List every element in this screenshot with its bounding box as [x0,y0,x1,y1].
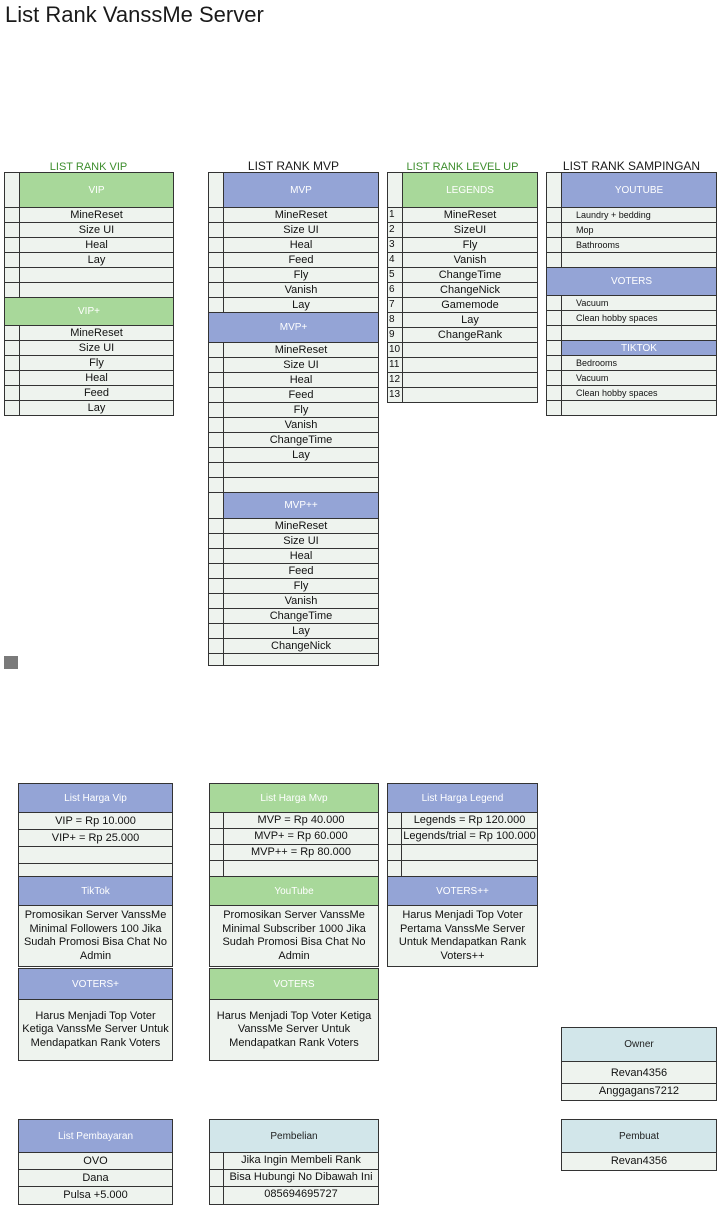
mvp-plus-header: MVP+ [209,313,379,342]
list-item: VIP+ = Rp 25.000 [19,830,172,847]
table-cell: MineReset [20,208,174,222]
table-row [547,356,717,371]
table-row [209,208,379,223]
table-row [5,283,174,298]
row-number: 5 [388,268,403,282]
page-title: List Rank VanssMe Server [5,2,264,27]
table-cell [562,253,717,267]
list-item: Dana [19,1170,172,1187]
table-cell: Lay [224,448,379,462]
table-row [388,298,538,313]
owner-table [561,1027,717,1101]
row-number: 8 [388,313,403,327]
table-row [388,268,538,283]
requirement-voters-plus-header: VOTERS+ [19,969,172,1000]
table-cell: Bedrooms [562,356,717,370]
vip-section-label: LIST RANK VIP [49,161,128,173]
table-cell: Size UI [224,534,379,548]
requirement-voters-plus-plus-text: Harus Menjadi Top Voter Pertama VanssMe Server Untuk Mendapatkan Rank Voters++ [388,906,537,966]
list-item [210,829,378,845]
table-row [5,371,174,386]
vip-plus-header-row [5,298,174,326]
requirement-voters-header: VOTERS [210,969,378,1000]
table-cell: Size UI [20,223,174,237]
table-cell: Bathrooms [562,238,717,252]
table-cell: Gamemode [403,298,538,312]
table-cell: ChangeRank [403,328,538,342]
list-item [210,1170,378,1187]
row-number: 12 [388,373,403,387]
mvp-plus-plus-header: MVP++ [224,493,379,518]
row-number: 2 [388,223,403,237]
payment-table [18,1119,173,1205]
table-cell [224,463,379,477]
table-row [5,268,174,283]
table-cell: Lay [224,298,379,312]
table-row [209,579,379,594]
table-row [388,223,538,238]
payment-header: List Pembayaran [19,1120,172,1153]
table-cell: Heal [20,371,174,385]
side-section-label: LIST RANK SAMPINGAN [562,159,701,173]
table-row [388,238,538,253]
creator-header: Pembuat [562,1120,716,1153]
table-cell: Feed [224,564,379,578]
side-rank-table [546,172,717,416]
table-row [5,401,174,416]
table-row [547,296,717,311]
list-item-text: Bisa Hubungi No Dibawah Ini [229,1171,373,1183]
table-row [547,253,717,268]
row-number: 6 [388,283,403,297]
table-row [547,401,717,416]
table-cell: MineReset [224,519,379,533]
table-row [209,624,379,639]
voters-header: VOTERS [547,268,717,295]
table-row [209,373,379,388]
table-cell: Size UI [224,358,379,372]
requirement-voters-plus [18,968,173,1061]
table-row [209,433,379,448]
table-cell: Feed [224,388,379,402]
row-number: 7 [388,298,403,312]
tiktok-header-row [547,341,717,356]
table-row [209,609,379,624]
tiktok-header: TIKTOK [562,341,717,355]
row-number: 3 [388,238,403,252]
table-cell [403,373,538,387]
table-row [209,253,379,268]
voters-header-row [547,268,717,296]
table-row [209,298,379,313]
table-row [5,253,174,268]
list-item [210,1153,378,1170]
table-row [388,358,538,373]
price-mvp-header: List Harga Mvp [210,784,378,813]
mvp-header: MVP [224,173,379,207]
table-cell: Lay [224,624,379,638]
list-item [210,845,378,861]
table-row [5,341,174,356]
requirement-tiktok [18,876,173,967]
table-cell: Vanish [403,253,538,267]
table-cell: MineReset [20,326,174,340]
table-cell: Lay [403,313,538,327]
price-legend-header: List Harga Legend [388,784,537,813]
table-row [388,328,538,343]
table-cell: ChangeNick [224,639,379,653]
table-cell: Fly [224,579,379,593]
list-item [388,861,537,877]
requirement-voters [209,968,379,1061]
vip-header: VIP [20,173,174,207]
table-row [209,268,379,283]
table-cell: Fly [403,238,538,252]
table-cell: Vacuum [562,296,717,310]
table-cell: MineReset [224,343,379,357]
table-cell: Vanish [224,418,379,432]
price-vip-header: List Harga Vip [19,784,172,813]
list-item: Revan4356 [562,1153,716,1170]
table-row [388,343,538,358]
list-item [388,845,537,861]
table-cell: ChangeTime [224,609,379,623]
owner-header: Owner [562,1028,716,1062]
table-row [388,388,538,403]
table-row [209,448,379,463]
requirement-youtube-text: Promosikan Server VanssMe Minimal Subscriber 1000 Jika Sudah Promosi Bisa Chat No Admin [210,906,378,966]
list-item: Pulsa +5.000 [19,1187,172,1204]
table-cell [562,401,717,415]
table-cell [20,268,174,282]
table-row [209,418,379,433]
table-cell: Feed [224,253,379,267]
vip-header-row [5,173,174,208]
requirement-voters-plus-text: Harus Menjadi Top Voter Ketiga VanssMe Server Untuk Mendapatkan Rank Voters [19,1000,172,1060]
list-item-text [402,861,537,877]
list-item-text: MVP++ = Rp 80.000 [251,846,351,858]
table-row [209,549,379,564]
price-list-mvp [209,783,379,878]
table-row [5,356,174,371]
requirement-voters-plus-plus [387,876,538,967]
table-row [209,463,379,478]
mvp-plus-header-row [209,313,379,343]
table-row [209,403,379,418]
table-row [5,326,174,341]
table-row [209,283,379,298]
table-row [547,326,717,341]
row-number: 13 [388,388,403,402]
table-cell: MineReset [403,208,538,222]
table-row [209,564,379,579]
list-item: Anggagans7212 [562,1084,716,1100]
table-row [547,386,717,401]
row-number: 10 [388,343,403,357]
table-row [547,208,717,223]
table-row [5,238,174,253]
table-row [209,534,379,549]
table-row [388,208,538,223]
list-item-text [224,861,378,877]
list-item [19,847,172,864]
legends-header-row [388,173,538,208]
table-cell: Lay [20,401,174,415]
table-row [5,208,174,223]
list-item-text: 085694695727 [264,1188,338,1200]
table-cell: ChangeNick [403,283,538,297]
table-row [209,343,379,358]
row-number: 9 [388,328,403,342]
list-item-text [402,845,537,860]
table-row [209,478,379,493]
table-cell: Vanish [224,594,379,608]
purchase-header: Pembelian [210,1120,378,1153]
table-row [209,639,379,654]
price-list-vip [18,783,173,882]
table-row [547,371,717,386]
table-row [388,373,538,388]
table-cell [562,326,717,340]
table-cell: MineReset [224,208,379,222]
table-row [209,594,379,609]
table-row [209,654,379,666]
table-cell: Fly [20,356,174,370]
table-row [209,388,379,403]
table-cell: Clean hobby spaces [562,386,717,400]
table-cell: SizeUI [403,223,538,237]
table-row [209,238,379,253]
price-list-legend [387,783,538,878]
table-cell: Fly [224,268,379,282]
mvp-header-row [209,173,379,208]
creator-table [561,1119,717,1171]
list-item: Revan4356 [562,1062,716,1084]
legends-rank-table [387,172,538,403]
list-item-text: Legends = Rp 120.000 [413,814,526,826]
table-cell [224,478,379,492]
table-cell: Vacuum [562,371,717,385]
list-item: OVO [19,1153,172,1170]
table-row [5,223,174,238]
grey-square-marker [4,656,18,669]
table-cell [403,358,538,372]
table-row [388,283,538,298]
list-item-text: MVP+ = Rp 60.000 [254,830,348,842]
list-item [210,1187,378,1204]
requirement-youtube [209,876,379,967]
table-cell [224,654,379,665]
list-item [388,813,537,829]
table-cell: Size UI [20,341,174,355]
table-cell: Fly [224,403,379,417]
level-section-label: LIST RANK LEVEL UP [406,161,519,173]
vip-rank-table [4,172,174,416]
mvp-section-label: LIST RANK MVP [247,159,340,173]
row-number: 1 [388,208,403,222]
requirement-youtube-header: YouTube [210,877,378,906]
table-cell: Heal [224,373,379,387]
legends-header: LEGENDS [403,173,538,207]
table-row [388,253,538,268]
table-row [547,223,717,238]
table-row [547,311,717,326]
table-row [209,358,379,373]
table-cell: Lay [20,253,174,267]
mvp-rank-table [208,172,379,666]
table-row [5,386,174,401]
list-item: VIP = Rp 10.000 [19,813,172,830]
table-cell: ChangeTime [224,433,379,447]
requirement-voters-text: Harus Menjadi Top Voter Ketiga VanssMe Server Untuk Mendapatkan Rank Voters [210,1000,378,1060]
list-item-text: Legends/trial = Rp 100.000 [403,830,536,842]
list-item [210,813,378,829]
table-row [547,238,717,253]
mvp-plus-plus-header-row [209,493,379,519]
table-cell: ChangeTime [403,268,538,282]
table-cell: Heal [224,549,379,563]
row-number: 4 [388,253,403,267]
requirement-voters-plus-plus-header: VOTERS++ [388,877,537,906]
table-row [209,223,379,238]
table-cell: Feed [20,386,174,400]
table-row [388,313,538,328]
list-item-text: Jika Ingin Membeli Rank [241,1154,361,1166]
list-item [210,861,378,877]
list-item [388,829,537,845]
youtube-header: YOUTUBE [562,173,717,207]
table-cell [403,388,538,402]
table-cell: Heal [224,238,379,252]
row-number: 11 [388,358,403,372]
list-item-text: MVP = Rp 40.000 [257,814,345,826]
table-cell: Laundry + bedding [562,208,717,222]
requirement-tiktok-header: TikTok [19,877,172,906]
youtube-header-row [547,173,717,208]
purchase-table [209,1119,379,1205]
table-cell [20,283,174,297]
requirement-tiktok-text: Promosikan Server VanssMe Minimal Followers 100 Jika Sudah Promosi Bisa Chat No Admin [19,906,172,966]
table-cell: Size UI [224,223,379,237]
table-row [209,519,379,534]
table-cell [403,343,538,357]
vip-plus-header: VIP+ [5,298,174,325]
table-cell: Heal [20,238,174,252]
table-cell: Mop [562,223,717,237]
table-cell: Vanish [224,283,379,297]
table-cell: Clean hobby spaces [562,311,717,325]
